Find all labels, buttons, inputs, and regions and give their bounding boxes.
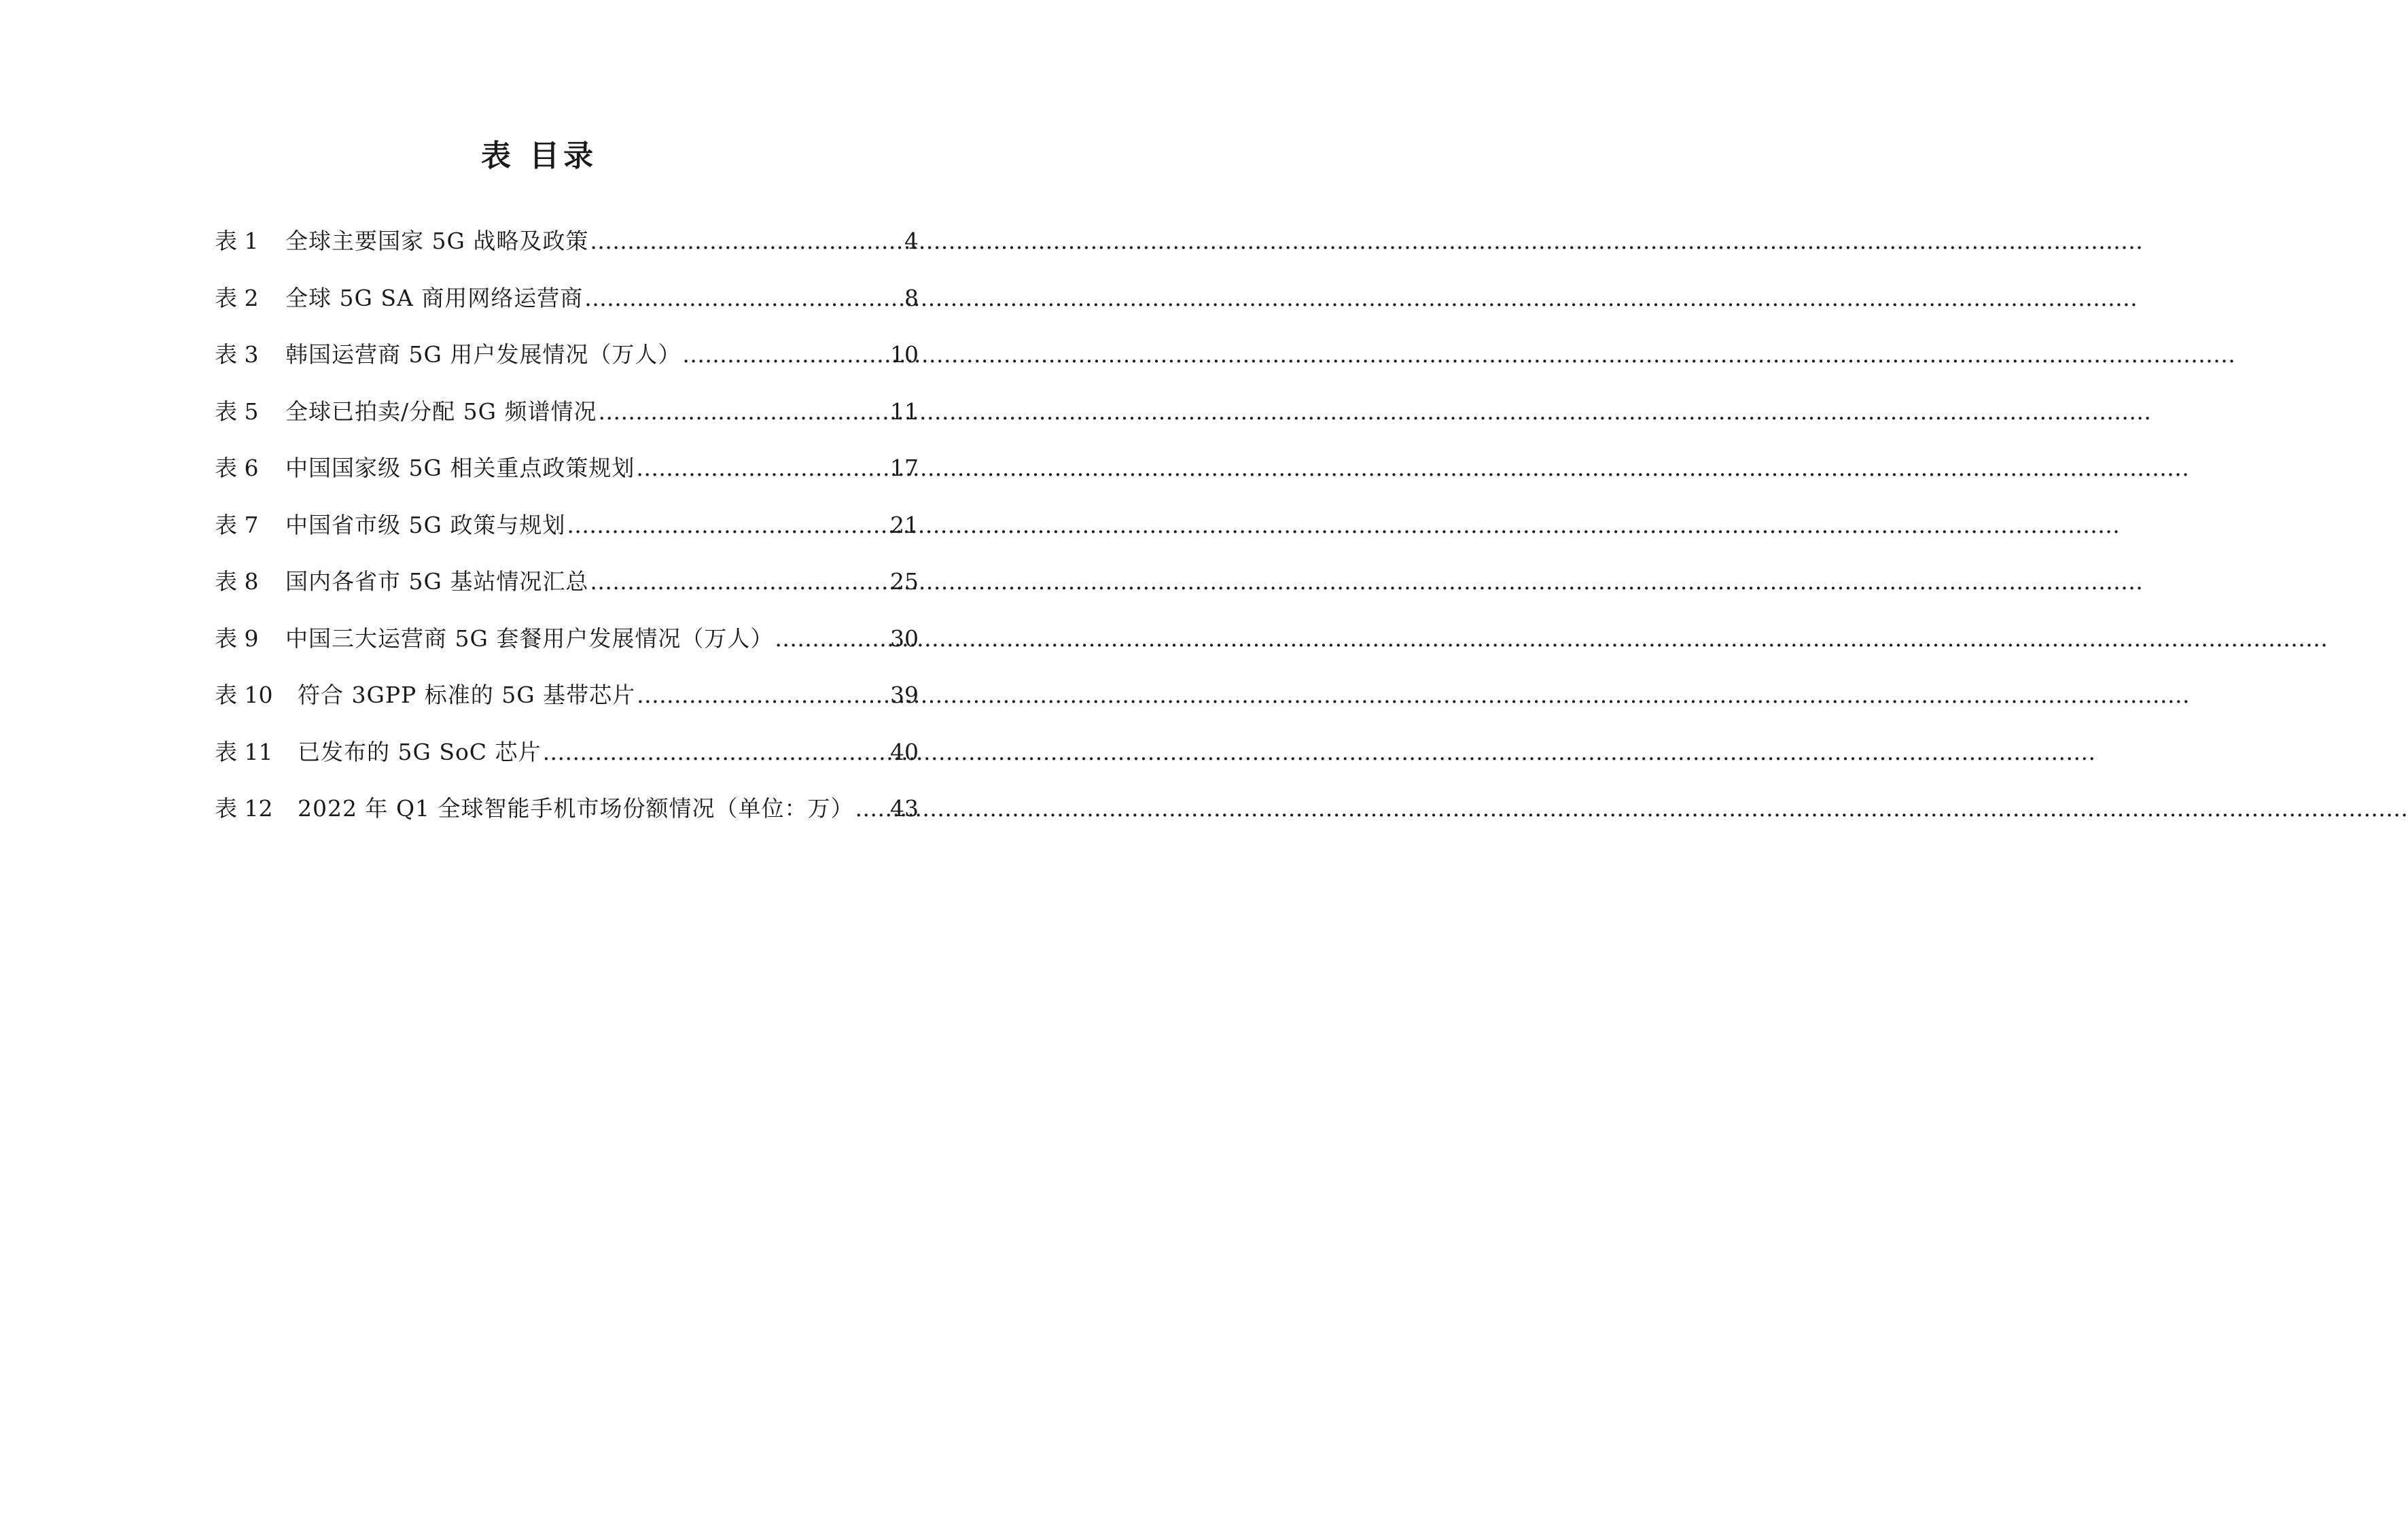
- toc-entry-page: 39: [890, 682, 919, 708]
- toc-entry[interactable]: [215, 224, 919, 281]
- toc-dot-leader: [598, 395, 889, 429]
- toc-dot-leader: [682, 338, 889, 372]
- toc-entry-label: 表 2: [215, 284, 259, 311]
- toc-entry-label: 表 11: [215, 738, 273, 765]
- toc-entry-label: 表 3: [215, 341, 259, 368]
- page-title: 表 目录: [480, 139, 598, 173]
- toc-dot-leader: [543, 735, 889, 769]
- toc-entry-page: 25: [890, 568, 919, 595]
- toc-entry[interactable]: [215, 508, 919, 565]
- toc-entry-title: 全球已拍卖/分配 5G 频谱情况: [285, 398, 597, 425]
- toc-entry-page: 30: [890, 625, 919, 652]
- toc-dot-leader: [584, 281, 903, 315]
- toc-entry-page: 17: [890, 455, 919, 481]
- toc-entry-page: 21: [890, 511, 919, 538]
- toc-entry-title: 韩国运营商 5G 用户发展情况（万人）: [285, 341, 681, 368]
- toc-entry-page: 40: [890, 738, 919, 765]
- toc-entry-label: 表 8: [215, 568, 259, 595]
- toc-dot-leader: [636, 451, 889, 485]
- toc-entry-label: 表 1: [215, 228, 259, 254]
- toc-entry-label: 表 12: [215, 795, 273, 822]
- toc-entry-page: 10: [890, 341, 919, 368]
- toc-entry-title: 2022 年 Q1 全球智能手机市场份额情况（单位：万）: [298, 795, 854, 822]
- table-of-contents: [215, 224, 919, 849]
- toc-entry[interactable]: [215, 792, 919, 849]
- toc-entry[interactable]: [215, 678, 919, 735]
- toc-entry-title: 符合 3GPP 标准的 5G 基带芯片: [298, 682, 636, 708]
- toc-entry[interactable]: [215, 395, 919, 452]
- toc-entry-page: 11: [890, 398, 919, 425]
- toc-entry[interactable]: [215, 281, 919, 338]
- toc-entry[interactable]: [215, 735, 919, 792]
- toc-dot-leader: [775, 622, 889, 656]
- toc-entry-label: 表 10: [215, 682, 273, 708]
- toc-dot-leader: [855, 792, 889, 826]
- toc-entry-title: 全球 5G SA 商用网络运营商: [285, 284, 584, 311]
- toc-entry-title: 中国省市级 5G 政策与规划: [285, 511, 566, 538]
- toc-entry-label: 表 9: [215, 625, 259, 652]
- toc-dot-leader: [590, 565, 889, 599]
- toc-entry-title: 中国国家级 5G 相关重点政策规划: [285, 455, 635, 481]
- toc-entry-title: 中国三大运营商 5G 套餐用户发展情况（万人）: [285, 625, 774, 652]
- toc-entry-label: 表 6: [215, 455, 259, 481]
- toc-dot-leader: [637, 678, 889, 712]
- toc-entry-page: 4: [904, 228, 919, 254]
- toc-entry-page: 43: [890, 795, 919, 822]
- toc-entry-label: 表 7: [215, 511, 259, 538]
- toc-entry-title: 已发布的 5G SoC 芯片: [298, 738, 542, 765]
- toc-entry-title: 全球主要国家 5G 战略及政策: [285, 228, 589, 254]
- toc-entry[interactable]: [215, 451, 919, 508]
- toc-entry[interactable]: [215, 622, 919, 679]
- toc-entry-page: 8: [904, 284, 919, 311]
- toc-entry[interactable]: [215, 565, 919, 622]
- toc-entry-title: 国内各省市 5G 基站情况汇总: [285, 568, 589, 595]
- toc-dot-leader: [567, 508, 889, 542]
- toc-entry-label: 表 5: [215, 398, 259, 425]
- toc-dot-leader: [590, 224, 903, 258]
- toc-entry[interactable]: [215, 338, 919, 395]
